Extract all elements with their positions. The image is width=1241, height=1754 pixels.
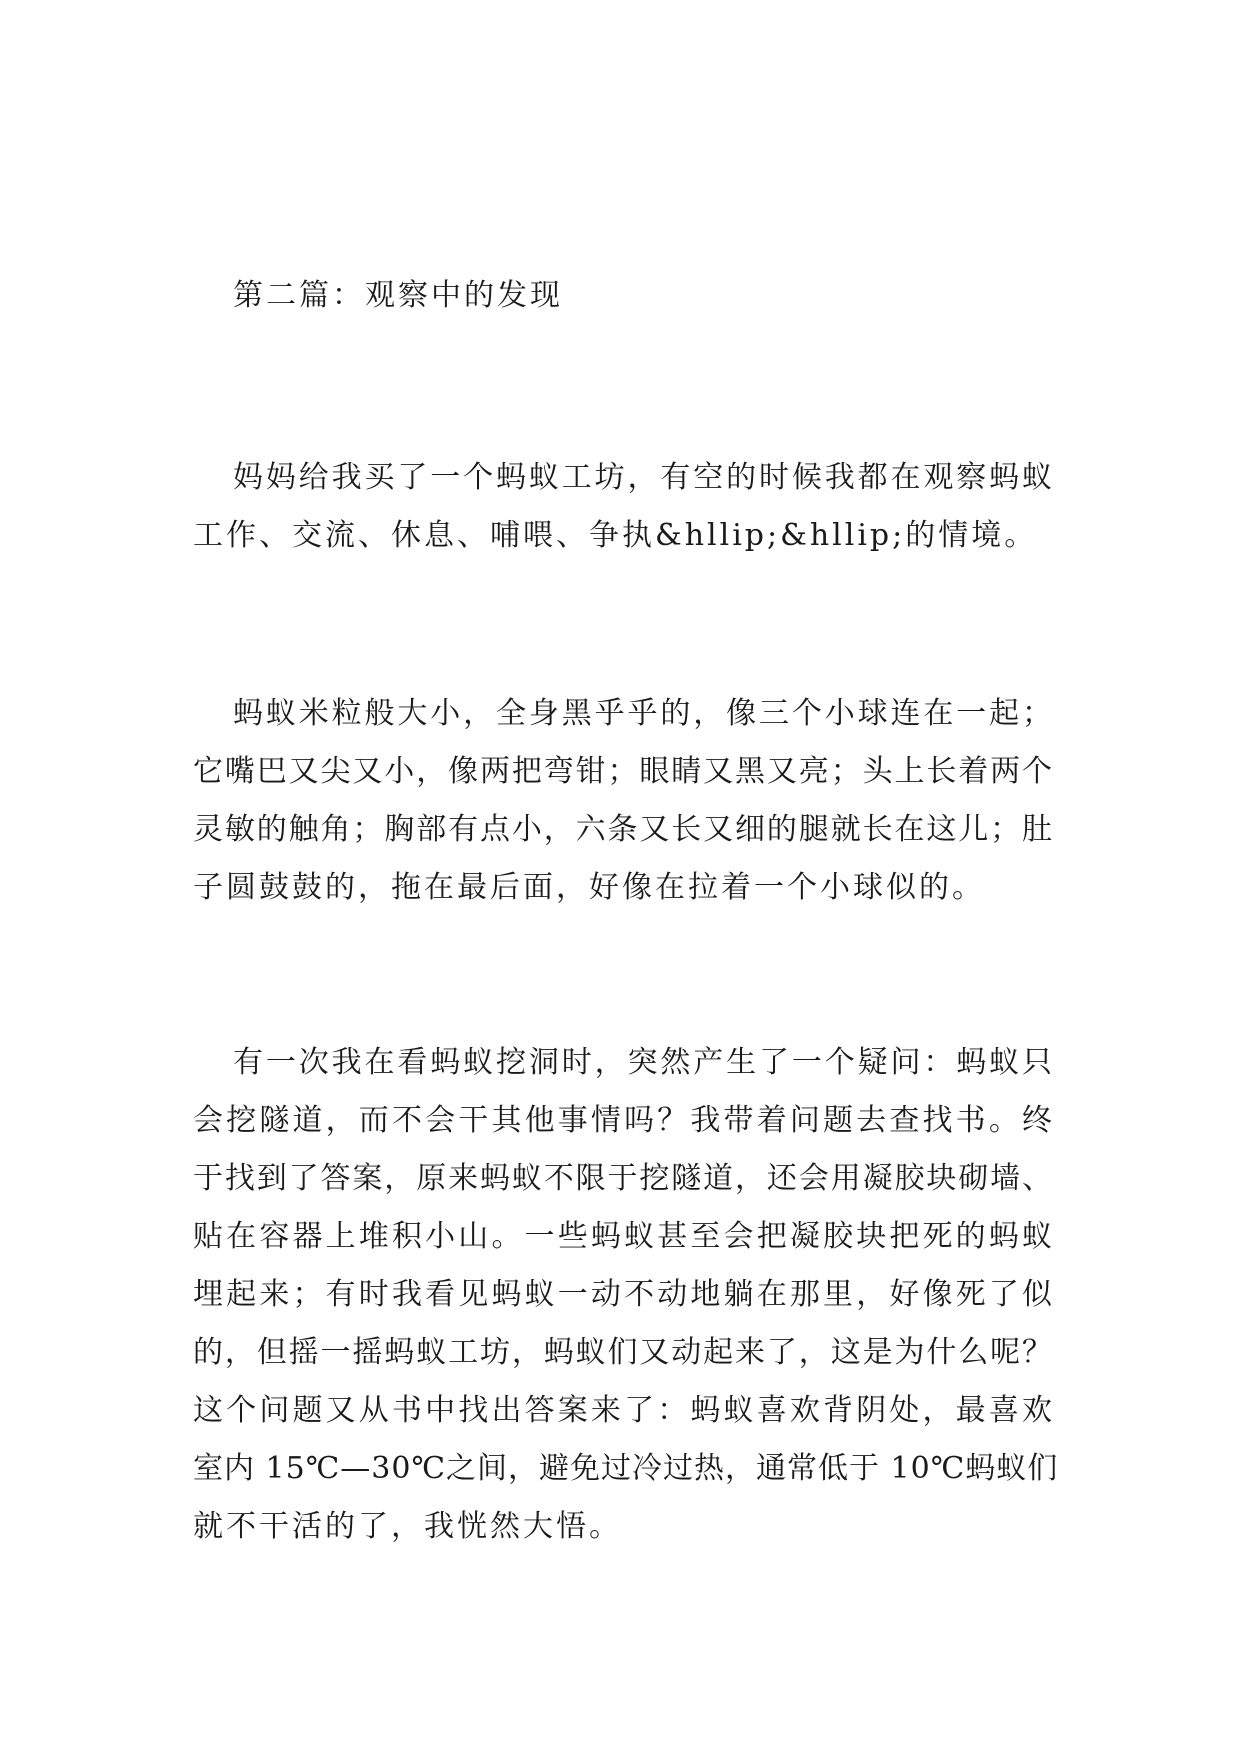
paragraph-3 (193, 1034, 1059, 1556)
paragraph-line: 贴在容器上堆积小山。一些蚂蚁甚至会把凝胶块把死的蚂蚁 (193, 1219, 1053, 1254)
paragraph-1 (193, 449, 1053, 565)
paragraph-line: 工作、交流、休息、哺喂、争执&hllip;&hllip;的情境。 (193, 518, 1038, 553)
paragraph-2 (193, 685, 1053, 917)
paragraph-line: 的，但摇一摇蚂蚁工坊，蚂蚁们又动起来了，这是为什么呢？ (193, 1335, 1053, 1370)
paragraph-line: 子圆鼓鼓的，拖在最后面，好像在拉着一个小球似的。 (193, 870, 985, 905)
paragraph-line: 于找到了答案，原来蚂蚁不限于挖隧道，还会用凝胶块砌墙、 (193, 1161, 1053, 1196)
paragraph-line: 室内 15℃—30℃之间，避免过冷过热，通常低于 10℃蚂蚁们 (193, 1451, 1059, 1486)
paragraph-line: 妈妈给我买了一个蚂蚁工坊，有空的时候我都在观察蚂蚁 (233, 460, 1053, 495)
paragraph-line: 灵敏的触角；胸部有点小，六条又长又细的腿就长在这儿；肚 (193, 812, 1053, 847)
article-title: 第二篇：观察中的发现 (233, 278, 563, 313)
paragraph-line: 有一次我在看蚂蚁挖洞时，突然产生了一个疑问：蚂蚁只 (233, 1045, 1053, 1080)
paragraph-line: 它嘴巴又尖又小，像两把弯钳；眼睛又黑又亮；头上长着两个 (193, 754, 1053, 789)
paragraph-line: 这个问题又从书中找出答案来了：蚂蚁喜欢背阴处，最喜欢 (193, 1393, 1053, 1428)
paragraph-line: 会挖隧道，而不会干其他事情吗？我带着问题去查找书。终 (193, 1103, 1053, 1138)
paragraph-line: 就不干活的了，我恍然大悟。 (193, 1509, 622, 1544)
paragraph-line: 蚂蚁米粒般大小，全身黑乎乎的，像三个小球连在一起； (233, 696, 1053, 731)
paragraph-line: 埋起来；有时我看见蚂蚁一动不动地躺在那里，好像死了似 (193, 1277, 1053, 1312)
